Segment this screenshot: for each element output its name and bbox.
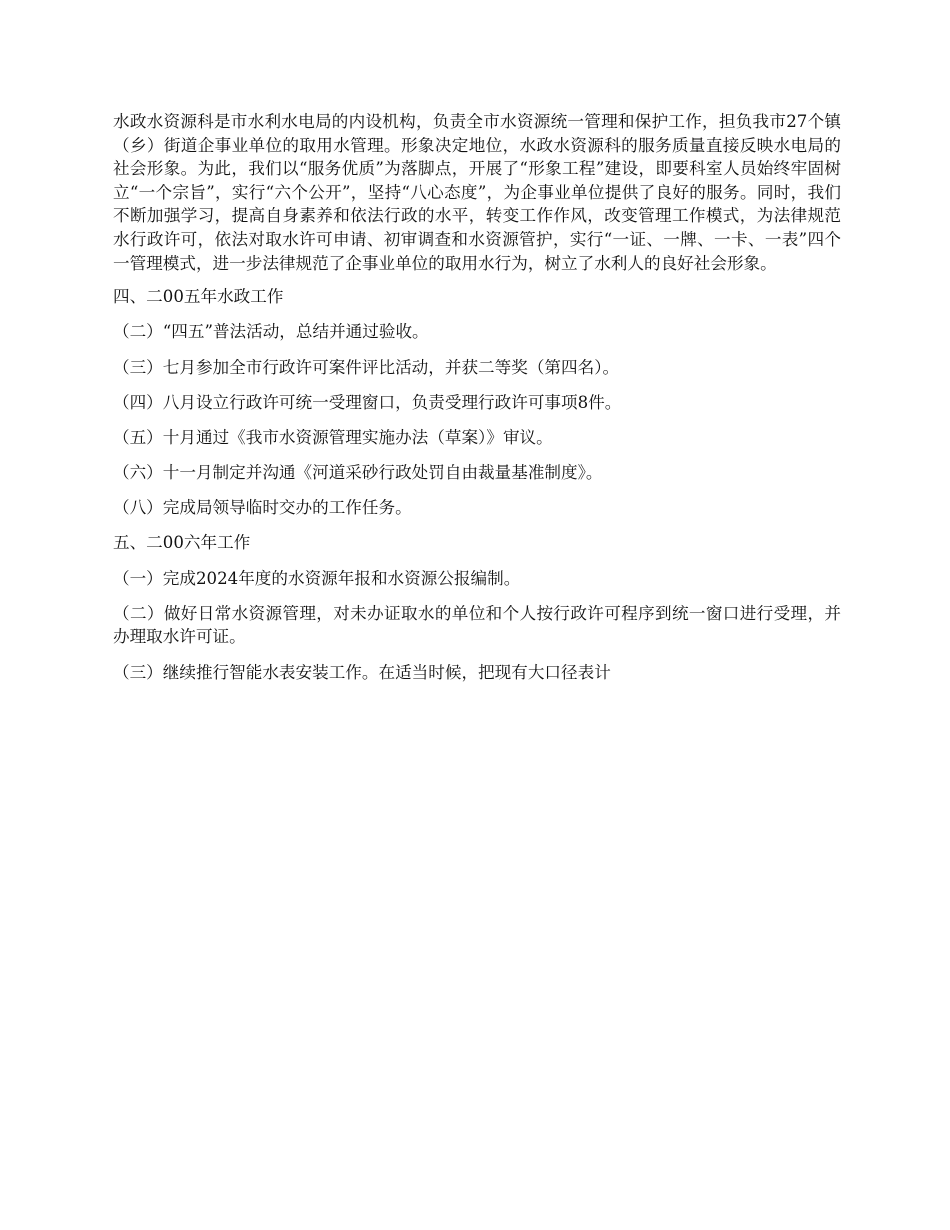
list-item: （二）“四五”普法活动，总结并通过验收。: [113, 322, 429, 342]
section-heading-2005: 四、二00五年水政工作: [113, 287, 284, 307]
list-item: （一）完成2024年度的水资源年报和水资源公报编制。: [113, 568, 521, 588]
list-item: （四）八月设立行政许可统一受理窗口，负责受理行政许可事项8件。: [113, 392, 622, 412]
list-item: （二）做好日常水资源管理，对未办证取水的单位和个人按行政许可程序到统一窗口进行受理，并办理取水许可证。: [113, 603, 841, 647]
list-item: （八）完成局领导临时交办的工作任务。: [113, 498, 412, 518]
list-item: （三）七月参加全市行政许可案件评比活动，并获二等奖（第四名）。: [113, 357, 620, 377]
list-item: （六）十一月制定并沟通《河道采砂行政处罚自由裁量基准制度》。: [113, 463, 603, 483]
section-heading-2006: 五、二00六年工作: [113, 533, 251, 553]
document-page: [113, 110, 841, 696]
intro-paragraph: 水政水资源科是市水利水电局的内设机构，负责全市水资源统一管理和保护工作，担负我市27个镇（乡）街道企事业单位的取用水管理。形象决定地位，水政水资源科的服务质量直接反映水电局的社会形象。为此，我们以“服务优质”为落脚点，开展了“形象工程”建设，即要科室人员始终牢固树立“一个宗旨”，实行“六个公开”，坚持“八心态度”，为企事业单位提供了良好的服务。同时，我们不断加强学习，提高自身素养和依法行政的水平，转变工作作风，改变管理工作模式，为法律规范水行政许可，依法对取水许可申请、初审调查和水资源管护，实行“一证、一牌、一卡、一表”四个一管理模式，进一步法律规范了企事业单位的取用水行为，树立了水利人的良好社会形象。: [113, 112, 841, 273]
list-item: （三）继续推行智能水表安装工作。在适当时候，把现有大口径表计: [113, 662, 611, 682]
list-item: （五）十月通过《我市水资源管理实施办法（草案）》审议。: [113, 427, 553, 447]
